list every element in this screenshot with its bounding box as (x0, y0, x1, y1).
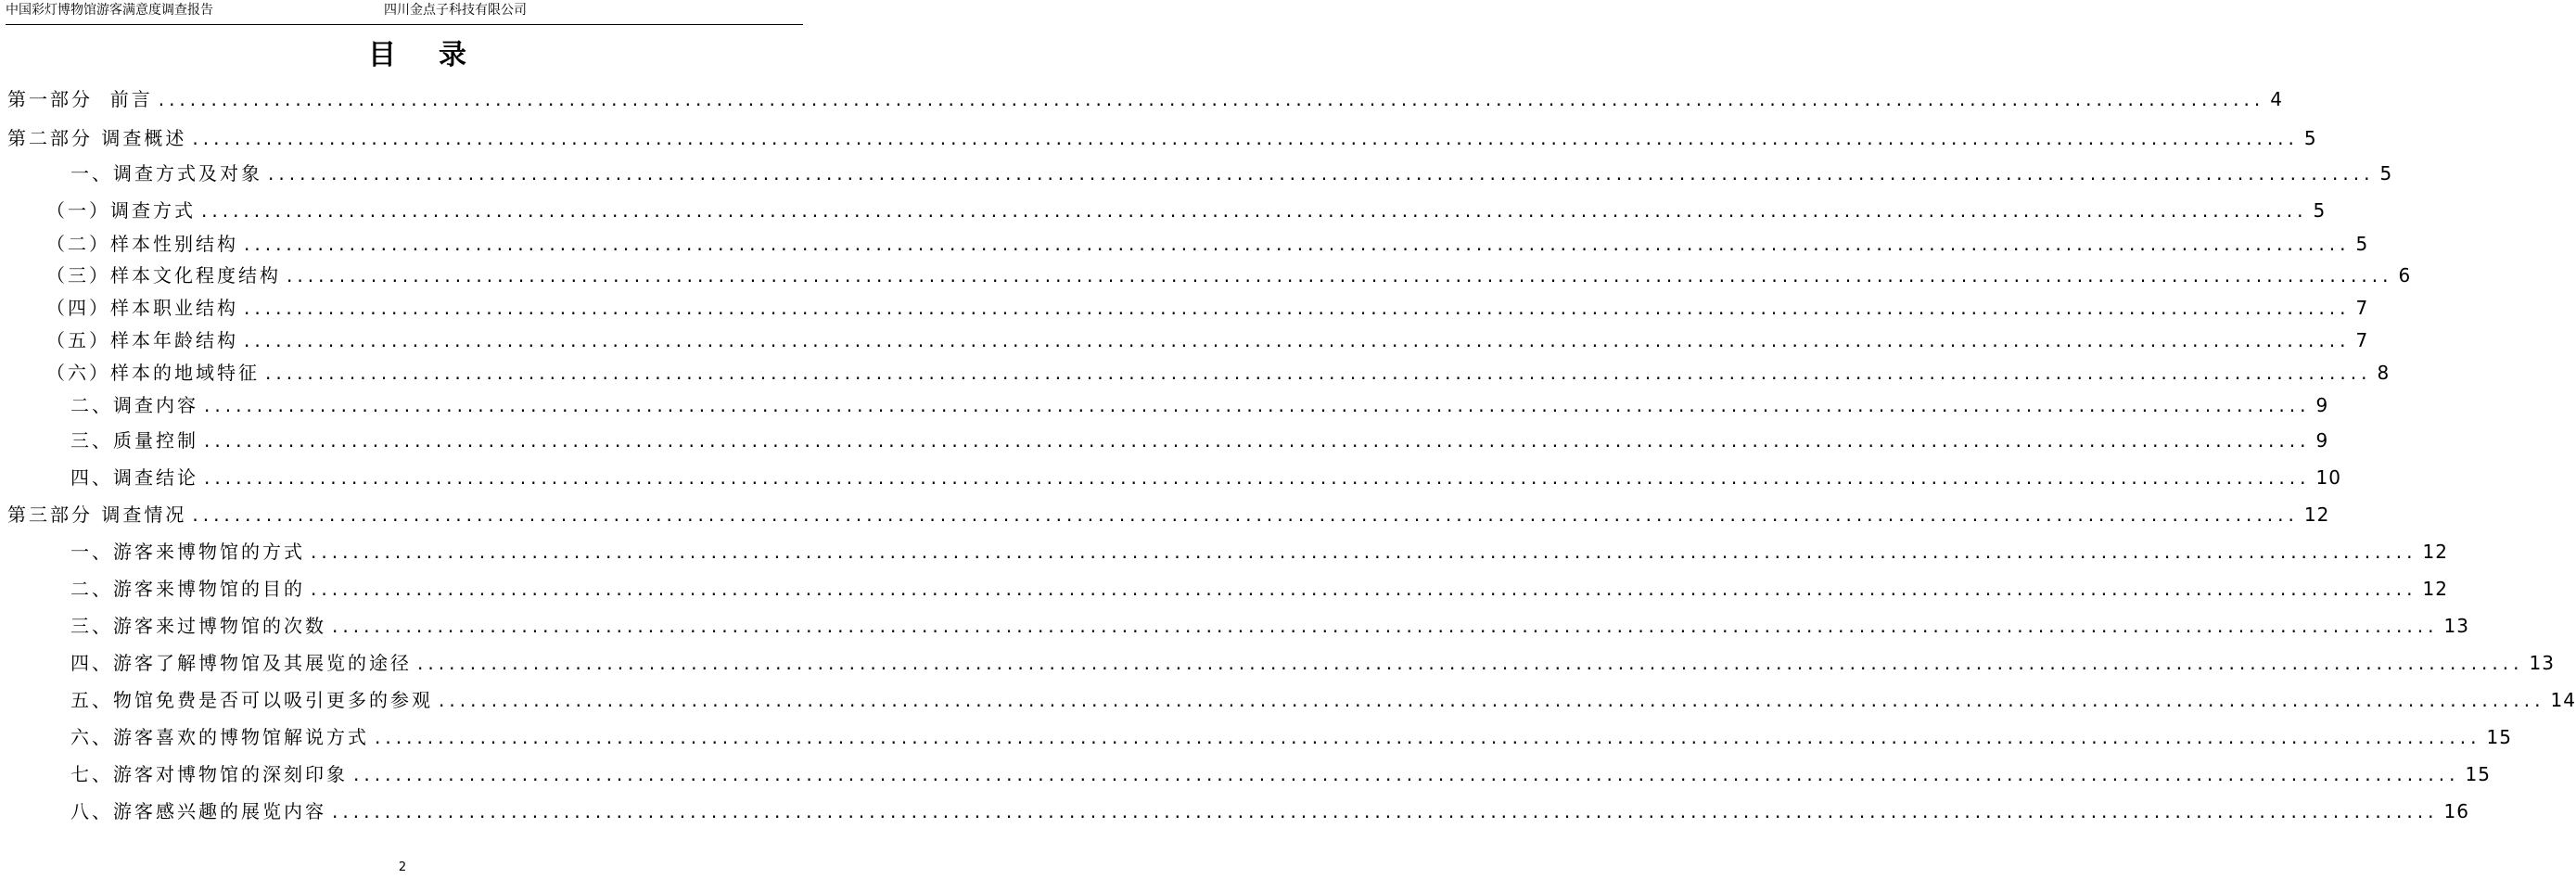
toc-title: 目录 (368, 39, 509, 71)
toc-entry-page: 9 (2315, 429, 2329, 452)
toc-entry-information-channels[interactable] (70, 647, 2555, 675)
toc-leader-dots: ........................................................................................................................................................................................................ (268, 162, 2375, 185)
toc-leader-dots: ........................................................................................................................................................................................................ (204, 429, 2311, 452)
toc-entry-label: （三）样本文化程度结构 (46, 264, 281, 287)
toc-entry-regional-features[interactable] (46, 357, 2391, 385)
toc-entry-label: 第二部分 调查概述 (7, 127, 187, 149)
toc-leader-dots: ........................................................................................................................................................................................................ (311, 541, 2417, 563)
toc-entry-survey-conclusion[interactable] (70, 462, 2341, 490)
toc-leader-dots: ........................................................................................................................................................................................................ (192, 503, 2299, 526)
toc-entry-label: 三、质量控制 (70, 429, 198, 452)
toc-entry-guide-preference[interactable] (70, 721, 2512, 749)
toc-entry-label: 三、游客来过博物馆的次数 (70, 615, 326, 637)
toc-leader-dots: ........................................................................................................................................................................................................ (158, 88, 2265, 110)
header-company-name: 四川金点子科技有限公司 (384, 3, 527, 18)
toc-entry-label: 八、游客感兴趣的展览内容 (70, 800, 326, 822)
toc-entry-page: 5 (2379, 162, 2393, 185)
toc-entry-page: 15 (2465, 763, 2491, 785)
toc-entry-label: 六、游客喜欢的博物馆解说方式 (70, 726, 369, 748)
toc-entry-label: （六）样本的地域特征 (46, 362, 260, 384)
toc-entry-visit-mode[interactable] (70, 536, 2448, 564)
toc-entry-page: 8 (2377, 362, 2391, 384)
page-number: 2 (398, 860, 407, 874)
toc-leader-dots: ........................................................................................................................................................................................................ (287, 264, 2393, 287)
toc-entry-label: 二、游客来博物馆的目的 (70, 578, 305, 600)
toc-leader-dots: ........................................................................................................................................................................................................ (201, 199, 2308, 222)
toc-entry-label: （二）样本性别结构 (46, 233, 238, 255)
toc-entry-label: 二、调查内容 (70, 394, 198, 416)
toc-entry-page: 5 (2303, 127, 2317, 149)
toc-entry-page: 12 (2422, 578, 2448, 600)
toc-leader-dots: ........................................................................................................................................................................................................ (244, 233, 2351, 255)
toc-entry-page: 6 (2398, 264, 2412, 287)
toc-entry-visit-count[interactable] (70, 610, 2469, 638)
toc-entry-label: 五、物馆免费是否可以吸引更多的参观 (70, 689, 433, 711)
toc-entry-page: 13 (2443, 615, 2469, 637)
toc-entry-page: 15 (2486, 726, 2512, 748)
toc-leader-dots: ........................................................................................................................................................................................................ (265, 362, 2372, 384)
toc-entry-page: 13 (2529, 652, 2555, 674)
toc-entry-page: 16 (2443, 800, 2469, 822)
toc-leader-dots: ........................................................................................................................................................................................................ (375, 726, 2481, 748)
toc-leader-dots: ........................................................................................................................................................................................................ (439, 689, 2545, 711)
toc-leader-dots: ........................................................................................................................................................................................................ (204, 466, 2311, 489)
toc-entry-exhibit-interest[interactable] (70, 796, 2469, 823)
toc-entry-page: 10 (2315, 466, 2341, 489)
toc-entry-part-3[interactable] (7, 499, 2330, 527)
toc-entry-page: 7 (2355, 297, 2369, 319)
toc-leader-dots: ........................................................................................................................................................................................................ (244, 329, 2351, 351)
toc-entry-label: 第三部分 调查情况 (7, 503, 187, 526)
toc-entry-part-1[interactable] (7, 83, 2283, 111)
toc-entry-page: 14 (2550, 689, 2576, 711)
toc-entry-label: （一）调查方式 (46, 199, 196, 222)
toc-entry-label: 四、游客了解博物馆及其展览的途径 (70, 652, 412, 674)
toc-entry-age-structure[interactable] (46, 325, 2369, 352)
toc-entry-page: 7 (2355, 329, 2369, 351)
toc-entry-label: 第一部分 前言 (7, 88, 153, 110)
toc-leader-dots: ........................................................................................................................................................................................................ (332, 800, 2439, 822)
toc-leader-dots: ........................................................................................................................................................................................................ (417, 652, 2524, 674)
toc-leader-dots: ........................................................................................................................................................................................................ (192, 127, 2299, 149)
toc-entry-visit-purpose[interactable] (70, 573, 2448, 601)
toc-leader-dots: ........................................................................................................................................................................................................ (353, 763, 2460, 785)
toc-entry-survey-method-and-subjects[interactable] (70, 158, 2393, 185)
toc-entry-page: 5 (2355, 233, 2369, 255)
toc-entry-occupation-structure[interactable] (46, 292, 2369, 320)
toc-entry-page: 12 (2303, 503, 2330, 526)
toc-entry-page: 4 (2270, 88, 2283, 110)
toc-leader-dots: ........................................................................................................................................................................................................ (244, 297, 2351, 319)
toc-entry-label: 四、调查结论 (70, 466, 198, 489)
toc-entry-label: 一、游客来博物馆的方式 (70, 541, 305, 563)
toc-entry-page: 5 (2313, 199, 2327, 222)
header-report-title: 中国彩灯博物馆游客满意度调查报告 (6, 3, 213, 18)
toc-entry-quality-control[interactable] (70, 425, 2329, 452)
toc-entry-page: 12 (2422, 541, 2448, 563)
toc-leader-dots: ........................................................................................................................................................................................................ (204, 394, 2311, 416)
toc-entry-education-structure[interactable] (46, 260, 2412, 287)
toc-leader-dots: ........................................................................................................................................................................................................ (311, 578, 2417, 600)
page-header (6, 0, 803, 25)
toc-entry-page: 9 (2315, 394, 2329, 416)
toc-entry-label: （四）样本职业结构 (46, 297, 238, 319)
toc-entry-gender-structure[interactable] (46, 228, 2369, 256)
toc-entry-part-2[interactable] (7, 122, 2317, 150)
toc-entry-label: 七、游客对博物馆的深刻印象 (70, 763, 348, 785)
toc-entry-free-admission[interactable] (70, 684, 2576, 712)
toc-entry-label: （五）样本年龄结构 (46, 329, 238, 351)
toc-entry-label: 一、调查方式及对象 (70, 162, 262, 185)
toc-entry-survey-method[interactable] (46, 195, 2327, 223)
toc-entry-impressions[interactable] (70, 758, 2491, 786)
toc-leader-dots: ........................................................................................................................................................................................................ (332, 615, 2439, 637)
toc-entry-survey-content[interactable] (70, 389, 2329, 417)
